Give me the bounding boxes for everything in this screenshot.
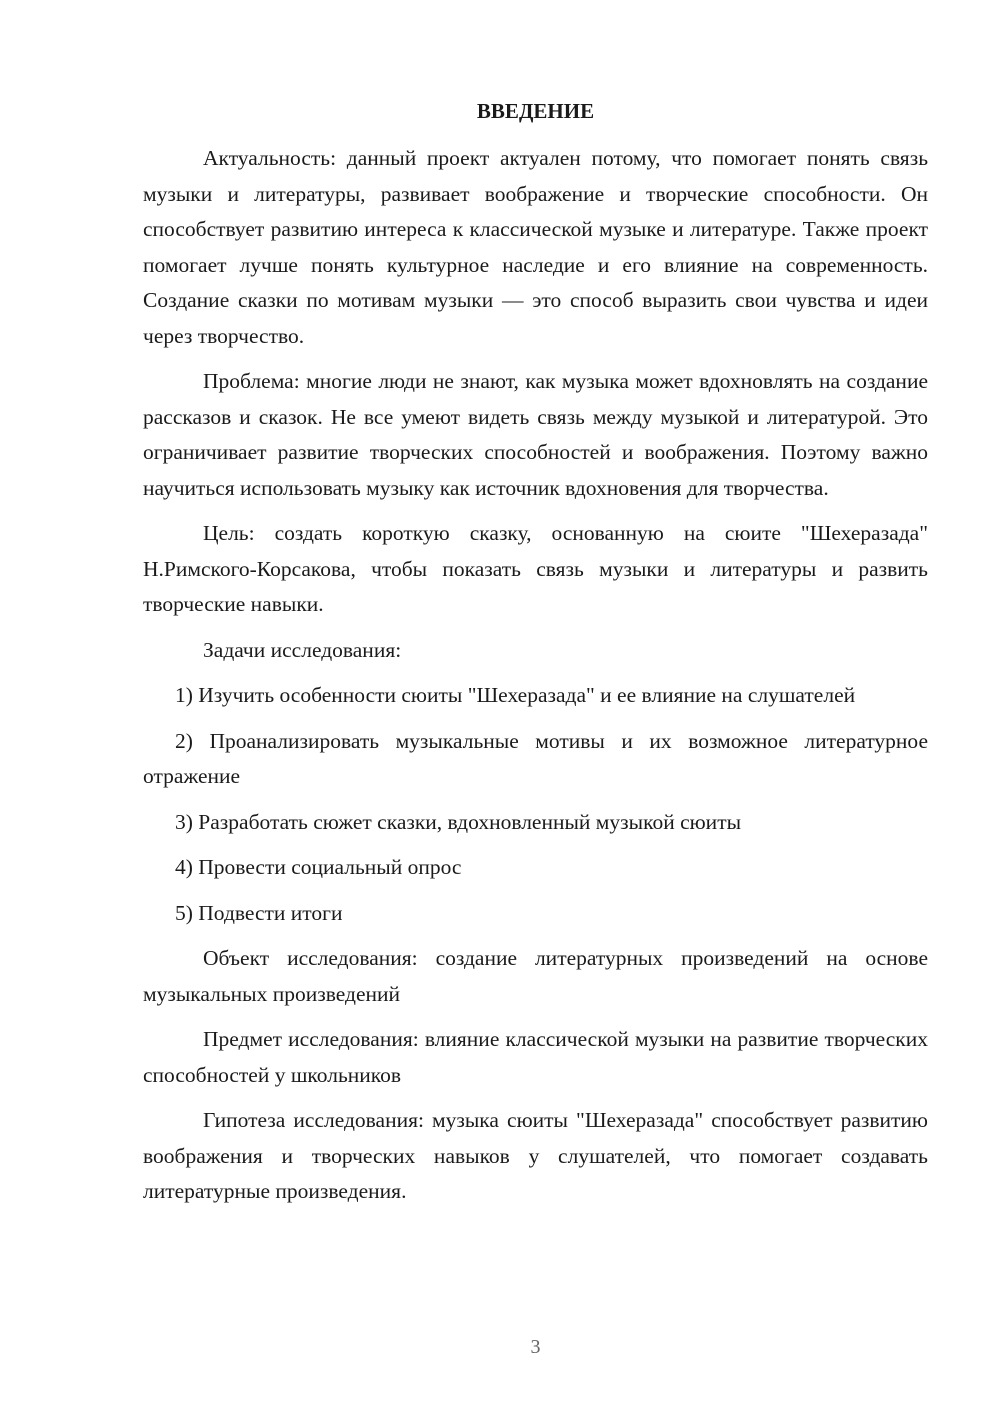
paragraph-relevance: Актуальность: данный проект актуален потому, что помогает понять связь музыки и литературы, развивает воображение и творческие способности. Он способствует развитию интереса к классической музыке и литературе. Также проект помогает лучше понять культурное наследие и его влияние на современность. Создание сказки по мотивам музыки — это способ выразить свои чувства и идеи через творчество. xyxy=(143,146,928,348)
paragraph-subject: Предмет исследования: влияние классической музыки на развитие творческих способностей у школьников xyxy=(143,1027,928,1087)
section-title: ВВЕДЕНИЕ xyxy=(476,99,595,123)
paragraph-goal: Цель: создать короткую сказку, основанную на сюите "Шехеразада" Н.Римского-Корсакова, чтобы показать связь музыки и литературы и развить творческие навыки. xyxy=(143,521,928,616)
paragraph-object: Объект исследования: создание литературных произведений на основе музыкальных произведений xyxy=(143,946,928,1006)
document-body xyxy=(143,141,928,1220)
paragraph-hypothesis: Гипотеза исследования: музыка сюиты "Шехеразада" способствует развитию воображения и творческих навыков у слушателей, что помогает создавать литературные произведения. xyxy=(143,1108,928,1203)
paragraph-problem: Проблема: многие люди не знают, как музыка может вдохновлять на создание рассказов и сказок. Не все умеют видеть связь между музыкой и литературой. Это ограничивает развитие творческих способностей и воображения. Поэтому важно научиться использовать музыку как источник вдохновения для творчества. xyxy=(143,369,928,500)
task-item-2: 2) Проанализировать музыкальные мотивы и их возможное литературное отражение xyxy=(143,728,928,788)
page-number: 3 xyxy=(530,1336,541,1358)
tasks-heading: Задачи исследования: xyxy=(203,637,402,662)
task-item-4: 4) Провести социальный опрос xyxy=(175,855,462,879)
task-item-1: 1) Изучить особенности сюиты "Шехеразада" и ее влияние на слушателей xyxy=(175,683,856,707)
task-item-5: 5) Подвести итоги xyxy=(175,900,343,925)
task-item-3: 3) Разработать сюжет сказки, вдохновленный музыкой сюиты xyxy=(175,809,742,834)
document-page xyxy=(143,0,928,1414)
